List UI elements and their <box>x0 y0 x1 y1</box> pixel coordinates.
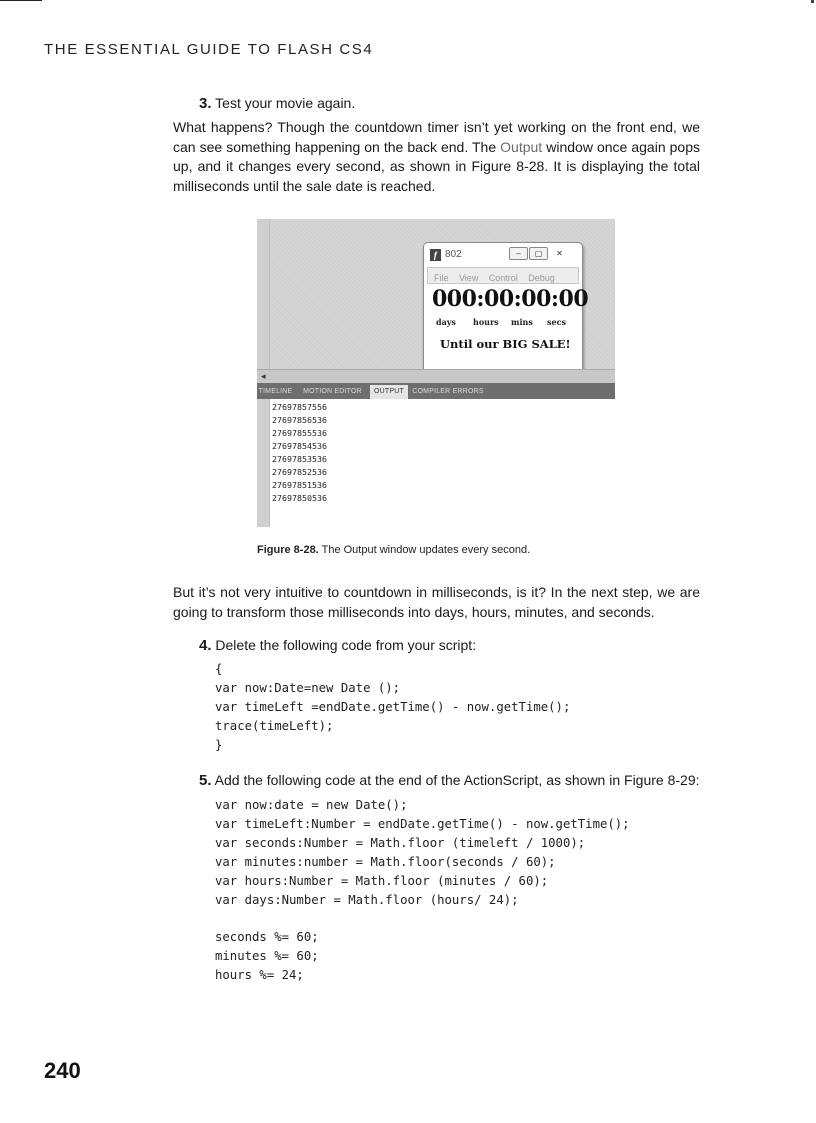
step-5 <box>199 771 700 790</box>
unit-hours: hours <box>473 317 499 327</box>
tab-output[interactable]: OUTPUT <box>370 385 408 399</box>
para1-after: window once again pops up, and it changes every second, as shown in Figure 8-28. It is displaying the total milliseconds until the sale date is reached. <box>173 138 700 194</box>
output-line: 27697853536 <box>272 454 327 464</box>
flash-player-icon: ƒ <box>430 249 441 261</box>
output-line: 27697851536 <box>272 480 327 490</box>
output-line: 27697856536 <box>272 415 327 425</box>
figure-caption <box>257 544 530 556</box>
output-line: 27697852536 <box>272 467 327 477</box>
output-line: 27697855536 <box>272 428 327 438</box>
countdown-display: 000:00:00:00 <box>432 286 589 312</box>
step-4-number: 4. <box>199 637 212 654</box>
step-3-number: 3. <box>199 95 212 112</box>
sale-message: Until our BIG SALE! <box>440 337 571 351</box>
panel-tab-bar <box>257 383 615 399</box>
step-5-number: 5. <box>199 772 212 789</box>
running-head: THE ESSENTIAL GUIDE TO FLASH CS4 <box>44 41 374 58</box>
tab-timeline[interactable]: TIMELINE <box>258 388 293 395</box>
swf-content <box>427 284 589 372</box>
scroll-left-arrow-icon[interactable]: ◂ <box>261 371 266 381</box>
unit-mins: mins <box>511 317 533 327</box>
swf-titlebar <box>424 243 582 267</box>
corner-mark <box>811 0 814 3</box>
close-icon[interactable]: ✕ <box>556 249 563 258</box>
output-line: 27697857556 <box>272 402 327 412</box>
output-line: 27697850536 <box>272 493 327 503</box>
step-5-text: Add the following code at the end of the ActionScript, as shown in Figure 8-29: <box>214 772 700 788</box>
step-3 <box>199 94 355 113</box>
output-lines <box>272 401 327 505</box>
step-3-text: Test your movie again. <box>215 95 356 111</box>
menu-file[interactable]: File <box>434 273 449 283</box>
output-panel <box>257 399 615 527</box>
stage-horizontal-scrollbar[interactable] <box>257 369 615 384</box>
stage-left-strip <box>257 219 270 369</box>
tab-motion-editor[interactable]: MOTION EDITOR <box>303 388 362 395</box>
caption-text: The Output window updates every second. <box>318 544 531 556</box>
swf-menubar <box>427 267 579 284</box>
swf-window-title: 802 <box>445 249 462 260</box>
figure-8-28 <box>257 219 615 527</box>
menu-view[interactable]: View <box>458 273 479 283</box>
paragraph-milliseconds: But it’s not very intuitive to countdown in milliseconds, is it? In the next step, we are going to transform those milliseconds into days, hours, minutes, and seconds. <box>173 584 700 620</box>
step-4-text: Delete the following code from your script: <box>215 637 477 653</box>
swf-player-window <box>423 242 589 379</box>
para1-before: What happens? Though the countdown timer isn’t yet working on the front end, we can see something happening on the back end. The <box>173 119 700 155</box>
output-ui-term: Output <box>500 138 543 155</box>
maximize-icon[interactable]: ▢ <box>529 247 548 260</box>
output-gutter <box>257 399 270 527</box>
unit-days: days <box>436 317 456 327</box>
paragraph-output-explanation <box>173 118 700 196</box>
unit-secs: secs <box>547 317 566 327</box>
minimize-icon[interactable]: – <box>509 247 528 260</box>
code-block-delete: { var now:Date=new Date (); var timeLeft =endDate.getTime() - now.getTime(); trace(timeLeft); } <box>215 662 571 752</box>
tab-compiler-errors[interactable]: COMPILER ERRORS <box>412 388 484 395</box>
caption-label: Figure 8-28. <box>257 544 319 556</box>
code-block-add: var now:date = new Date(); var timeLeft:Number = endDate.getTime() - now.getTime(); var seconds:Number = Math.floor (timeleft / 1000); var minutes:number = Math.floor(seconds / 60); var hours:Number = Math.floor (minutes / 60); var days:Number = Math.floor (hours/ 24); seconds %= 60; minutes %= 60; hours %= 24; <box>215 798 630 983</box>
output-line: 27697854536 <box>272 441 327 451</box>
page-number: 240 <box>44 1058 81 1083</box>
top-rule <box>0 0 42 1</box>
menu-debug[interactable]: Debug <box>528 273 555 283</box>
menu-control[interactable]: Control <box>488 273 518 283</box>
step-4 <box>199 636 476 655</box>
flash-stage <box>257 219 615 383</box>
